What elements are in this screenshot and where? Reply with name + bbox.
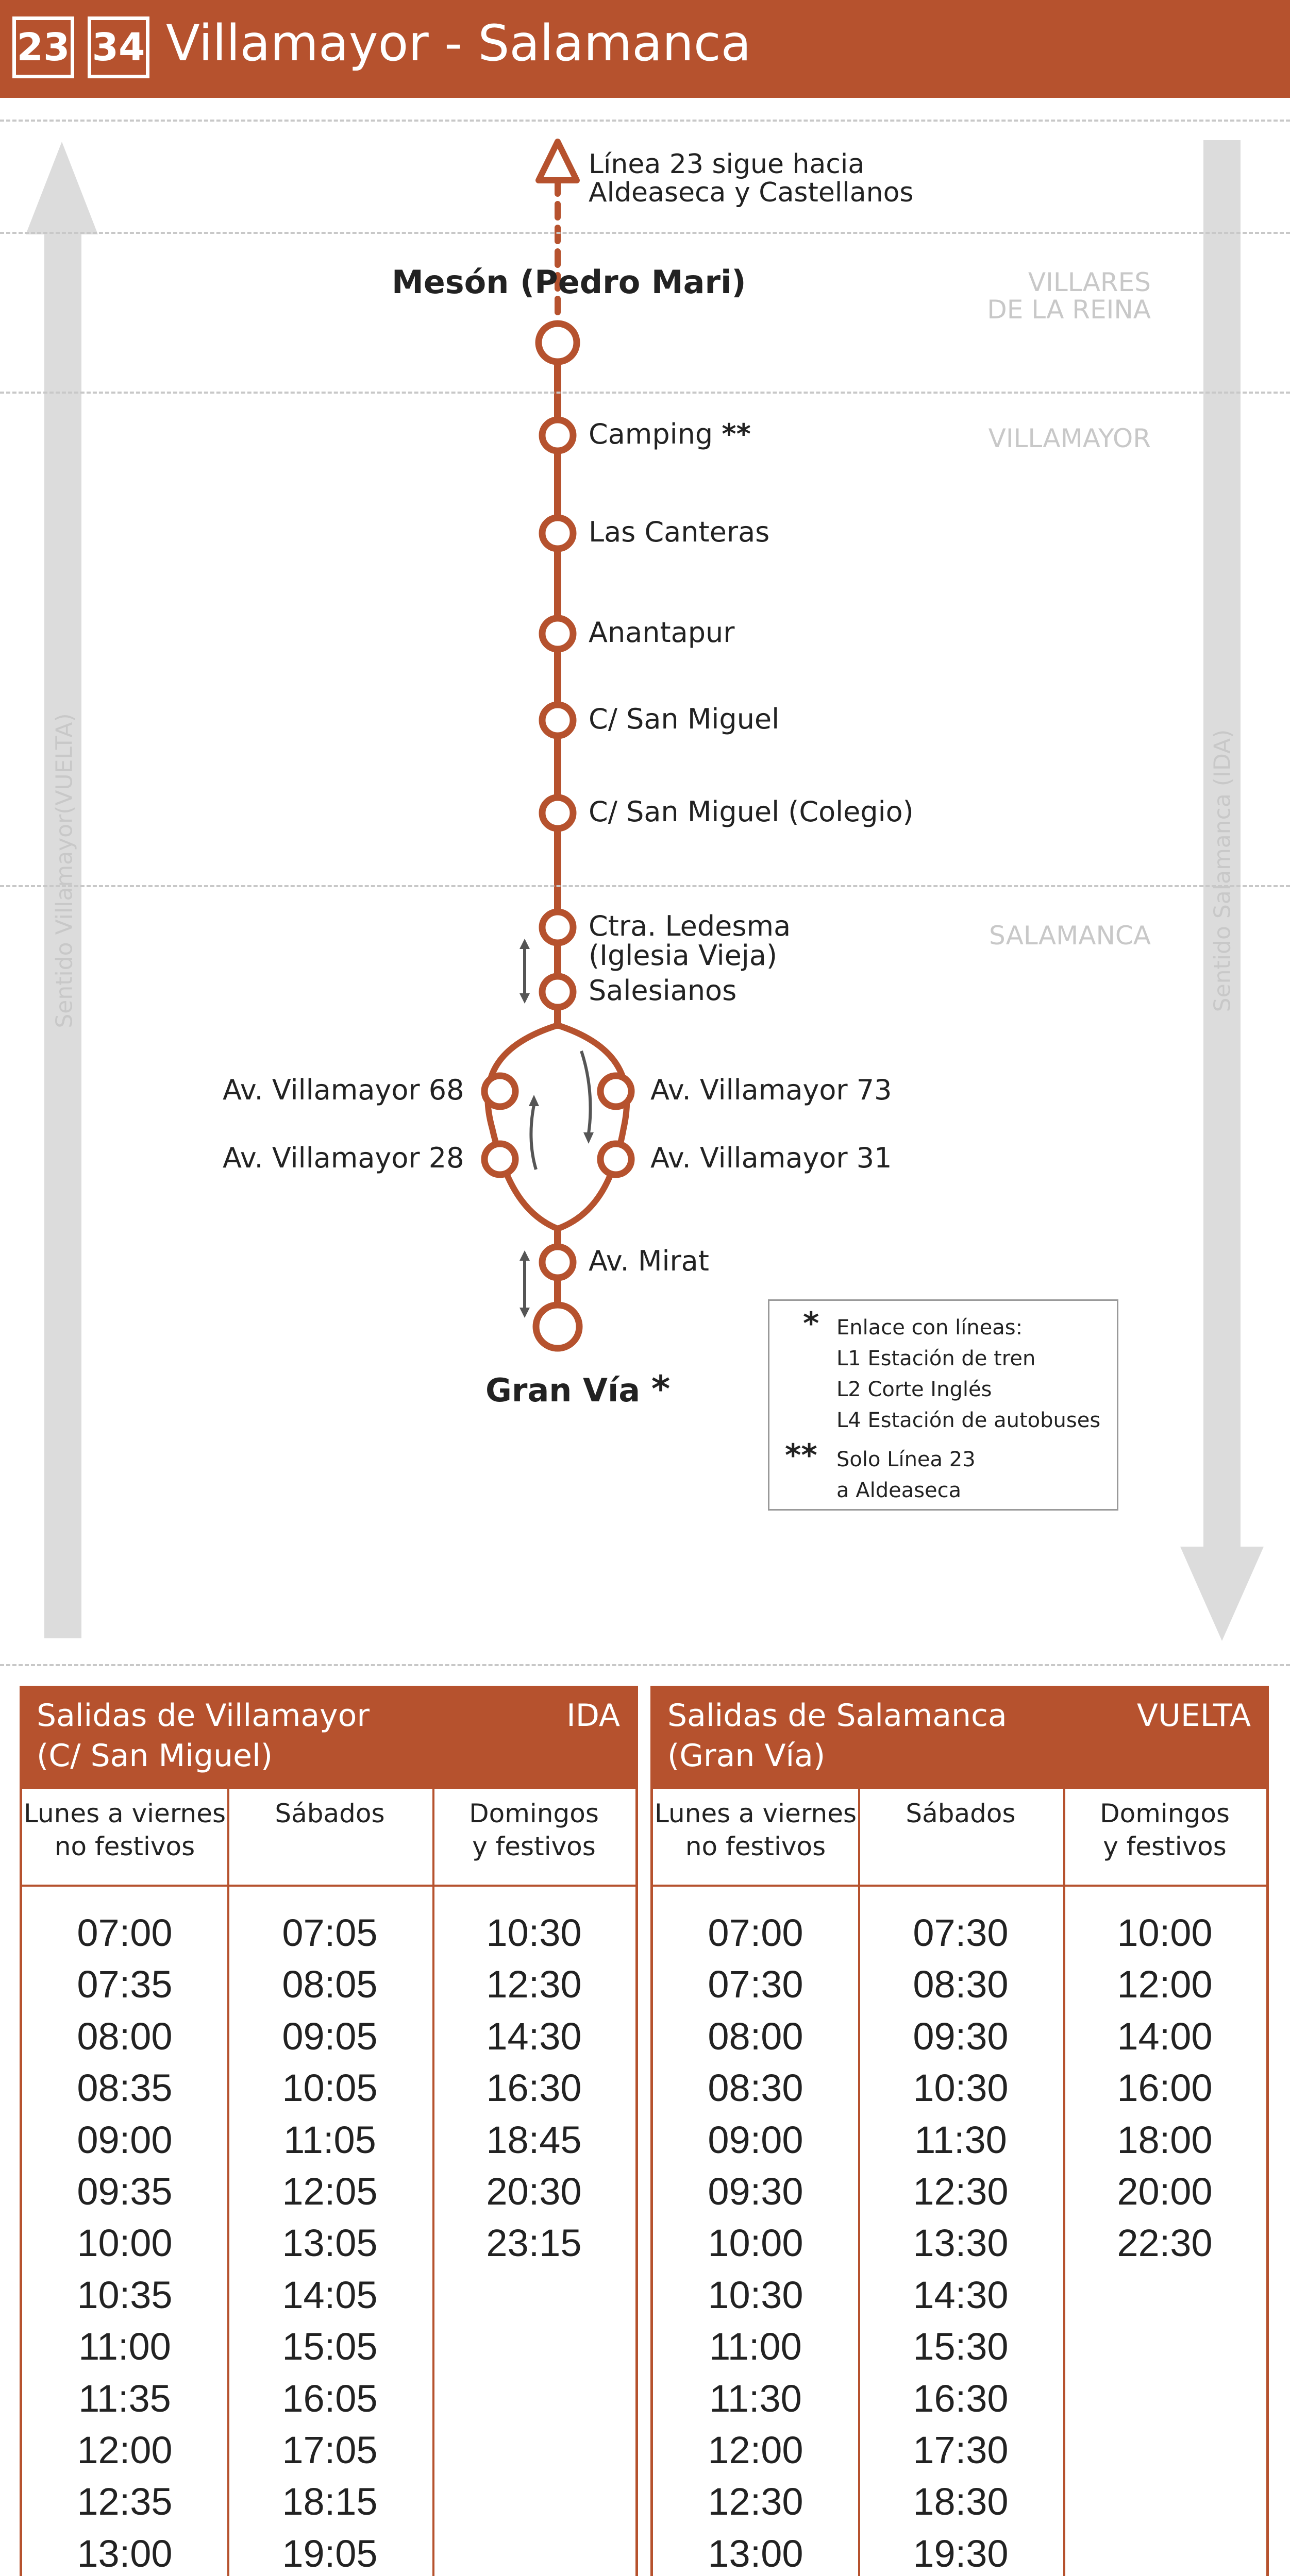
legend-item: L1 Estación de tren	[836, 1347, 1036, 1370]
departure-time: 09:30	[913, 2014, 1009, 2058]
departure-time: 12:05	[282, 2170, 378, 2213]
zone-divider	[0, 232, 1290, 234]
departure-time: 15:30	[913, 2325, 1009, 2368]
timetable-header	[22, 1688, 635, 1789]
timetable-column	[653, 1789, 860, 2576]
time-list	[22, 1887, 227, 2576]
only-line-23-mark: **	[785, 1437, 817, 1473]
stop-label-vm73: Av. Villamayor 73	[650, 1074, 892, 1106]
stop-label-gran-via: Gran Vía *	[485, 1368, 671, 1410]
column-header: Sábados	[227, 1789, 432, 1887]
departure-time: 12:00	[77, 2428, 173, 2471]
timetable-column	[858, 1789, 1065, 2576]
column-header: Domingos y festivos	[432, 1789, 635, 1887]
stop-av-villamayor-31	[600, 1144, 631, 1175]
timetable-header	[653, 1688, 1266, 1789]
line-badge-34: 34	[88, 16, 149, 78]
departure-time: 22:30	[1117, 2222, 1213, 2265]
legend-note: Solo Línea 23	[836, 1448, 976, 1471]
timetable-vuelta	[650, 1686, 1269, 2576]
legend	[768, 1299, 1118, 1511]
zone-label-villamayor: VILLAMAYOR	[988, 423, 1151, 453]
departure-time: 09:00	[77, 2118, 173, 2161]
stop-label-ledesma: Ctra. Ledesma (Iglesia Vieja)	[589, 910, 791, 972]
departure-time: 09:30	[708, 2170, 803, 2213]
departure-time: 11:00	[78, 2325, 171, 2368]
timetable-title: Salidas de Salamanca (Gran Vía)	[667, 1698, 1007, 1774]
stop-salesianos	[542, 976, 573, 1007]
departure-time: 19:30	[913, 2532, 1009, 2575]
departure-time: 11:00	[709, 2325, 802, 2368]
stop-label-meson: Mesón (Pedro Mari)	[392, 263, 746, 301]
time-list	[858, 1887, 1063, 2576]
time-list	[432, 1887, 635, 2269]
departure-time: 16:05	[282, 2377, 378, 2420]
departure-time: 12:30	[486, 1963, 582, 2006]
departure-time: 07:00	[708, 1911, 803, 1954]
departure-time: 10:35	[77, 2273, 173, 2316]
departure-time: 11:30	[709, 2377, 802, 2420]
departure-time: 16:30	[913, 2377, 1009, 2420]
stop-label-anantapur: Anantapur	[589, 616, 735, 649]
stop-anantapur	[542, 618, 573, 649]
stop-san-miguel	[542, 705, 573, 736]
stop-ctra-ledesma	[542, 912, 573, 943]
departure-time: 09:05	[282, 2014, 378, 2058]
stop-label-mirat: Av. Mirat	[589, 1245, 709, 1277]
departure-time: 07:35	[77, 1963, 173, 2006]
column-header: Lunes a viernes no festivos	[653, 1789, 858, 1887]
departure-time: 08:05	[282, 1963, 378, 2006]
legend-note: a Aldeaseca	[836, 1479, 962, 1502]
timetable-title: Salidas de Villamayor (C/ San Miguel)	[37, 1698, 370, 1774]
legend-item: L2 Corte Inglés	[836, 1378, 992, 1401]
departure-time: 13:00	[77, 2532, 173, 2575]
stop-label-camping: Camping **	[589, 418, 751, 450]
departure-time: 18:45	[486, 2118, 582, 2161]
stop-av-mirat	[542, 1247, 573, 1278]
timetable-direction: IDA	[566, 1698, 620, 1734]
timetable-column	[22, 1789, 229, 2576]
stop-las-canteras	[542, 518, 573, 549]
column-header: Sábados	[858, 1789, 1063, 1887]
departure-time: 12:30	[913, 2170, 1009, 2213]
only-line-23-mark: **	[722, 418, 751, 450]
departure-time: 16:00	[1117, 2066, 1213, 2110]
departure-time: 14:30	[913, 2273, 1009, 2316]
departure-time: 10:30	[708, 2273, 803, 2316]
loop-line	[488, 1025, 627, 1229]
departure-time: 08:00	[77, 2014, 173, 2058]
departure-time: 17:05	[282, 2428, 378, 2471]
route-header	[0, 0, 1290, 98]
stop-camping	[542, 420, 573, 451]
departure-time: 07:00	[77, 1911, 173, 1954]
departure-time: 18:15	[282, 2480, 378, 2523]
stop-meson	[539, 324, 577, 362]
zone-divider	[0, 885, 1290, 887]
time-list	[1063, 1887, 1266, 2269]
line-badge-23: 23	[12, 16, 74, 78]
departure-time: 10:00	[77, 2222, 173, 2265]
departure-time: 10:00	[708, 2222, 803, 2265]
time-list	[653, 1887, 858, 2576]
departure-time: 08:30	[708, 2066, 803, 2110]
departure-time: 10:00	[1117, 1911, 1213, 1954]
departure-time: 18:30	[913, 2480, 1009, 2523]
timetable-column	[227, 1789, 434, 2576]
zone-label-salamanca: SALAMANCA	[989, 921, 1151, 951]
timetable-column	[432, 1789, 635, 2576]
zone-divider	[0, 392, 1290, 394]
stop-label-salesianos: Salesianos	[589, 974, 737, 1007]
continuation-note: Línea 23 sigue hacia Aldeaseca y Castellanos	[589, 149, 914, 208]
departure-time: 14:30	[486, 2014, 582, 2058]
departure-time: 13:00	[708, 2532, 803, 2575]
departure-time: 10:05	[282, 2066, 378, 2110]
departure-time: 09:00	[708, 2118, 803, 2161]
departure-time: 07:05	[282, 1911, 378, 1954]
stop-san-miguel-colegio	[542, 798, 573, 828]
departure-time: 09:35	[77, 2170, 173, 2213]
connection-mark: *	[651, 1368, 671, 1410]
departure-time: 23:15	[486, 2222, 582, 2265]
stop-av-villamayor-68	[484, 1076, 515, 1107]
legend-item: L4 Estación de autobuses	[836, 1409, 1101, 1432]
timetable-ida	[20, 1686, 638, 2576]
direction-label-vuelta: Sentido Villamayor(VUELTA)	[51, 713, 78, 1028]
departure-time: 17:30	[913, 2428, 1009, 2471]
departure-time: 14:05	[282, 2273, 378, 2316]
departure-time: 12:00	[1117, 1963, 1213, 2006]
stop-label-vm31: Av. Villamayor 31	[650, 1142, 892, 1174]
column-header: Domingos y festivos	[1063, 1789, 1266, 1887]
departure-time: 18:00	[1117, 2118, 1213, 2161]
departure-time: 07:30	[913, 1911, 1009, 1954]
departure-time: 12:30	[708, 2480, 803, 2523]
stop-gran-via	[536, 1305, 579, 1348]
stop-label-vm28: Av. Villamayor 28	[223, 1142, 464, 1174]
stop-av-villamayor-73	[600, 1076, 631, 1107]
stop-label-san-miguel-colegio: C/ San Miguel (Colegio)	[589, 795, 914, 828]
timetable-direction: VUELTA	[1136, 1698, 1251, 1734]
stop-label-vm68: Av. Villamayor 68	[223, 1074, 464, 1106]
departure-time: 14:00	[1117, 2014, 1213, 2058]
direction-label-ida: Sentido Salamanca (IDA)	[1209, 729, 1236, 1012]
departure-time: 12:35	[77, 2480, 173, 2523]
departure-time: 08:00	[708, 2014, 803, 2058]
departure-time: 19:05	[282, 2532, 378, 2575]
zone-label-villares: VILLARES DE LA REINA	[987, 267, 1151, 325]
stop-label-canteras: Las Canteras	[589, 516, 770, 548]
departure-time: 11:05	[283, 2118, 376, 2161]
zone-divider	[0, 1664, 1290, 1666]
departure-time: 20:30	[486, 2170, 582, 2213]
departure-time: 20:00	[1117, 2170, 1213, 2213]
connection-mark: *	[803, 1306, 819, 1342]
departure-time: 13:05	[282, 2222, 378, 2265]
departure-time: 07:30	[708, 1963, 803, 2006]
continuation-arrow-icon	[539, 142, 577, 180]
departure-time: 11:35	[78, 2377, 171, 2420]
route-title: Villamayor - Salamanca	[166, 14, 751, 72]
departure-time: 15:05	[282, 2325, 378, 2368]
departure-time: 08:35	[77, 2066, 173, 2110]
departure-time: 13:30	[913, 2222, 1009, 2265]
stop-label-san-miguel: C/ San Miguel	[589, 703, 780, 735]
legend-title: Enlace con líneas:	[836, 1316, 1023, 1340]
departure-time: 10:30	[913, 2066, 1009, 2110]
time-list	[227, 1887, 432, 2576]
departure-time: 12:00	[708, 2428, 803, 2471]
departure-time: 11:30	[914, 2118, 1007, 2161]
stop-av-villamayor-28	[484, 1144, 515, 1175]
column-header: Lunes a viernes no festivos	[22, 1789, 227, 1887]
timetable-column	[1063, 1789, 1266, 2576]
departure-time: 08:30	[913, 1963, 1009, 2006]
departure-time: 10:30	[486, 1911, 582, 1954]
departure-time: 16:30	[486, 2066, 582, 2110]
